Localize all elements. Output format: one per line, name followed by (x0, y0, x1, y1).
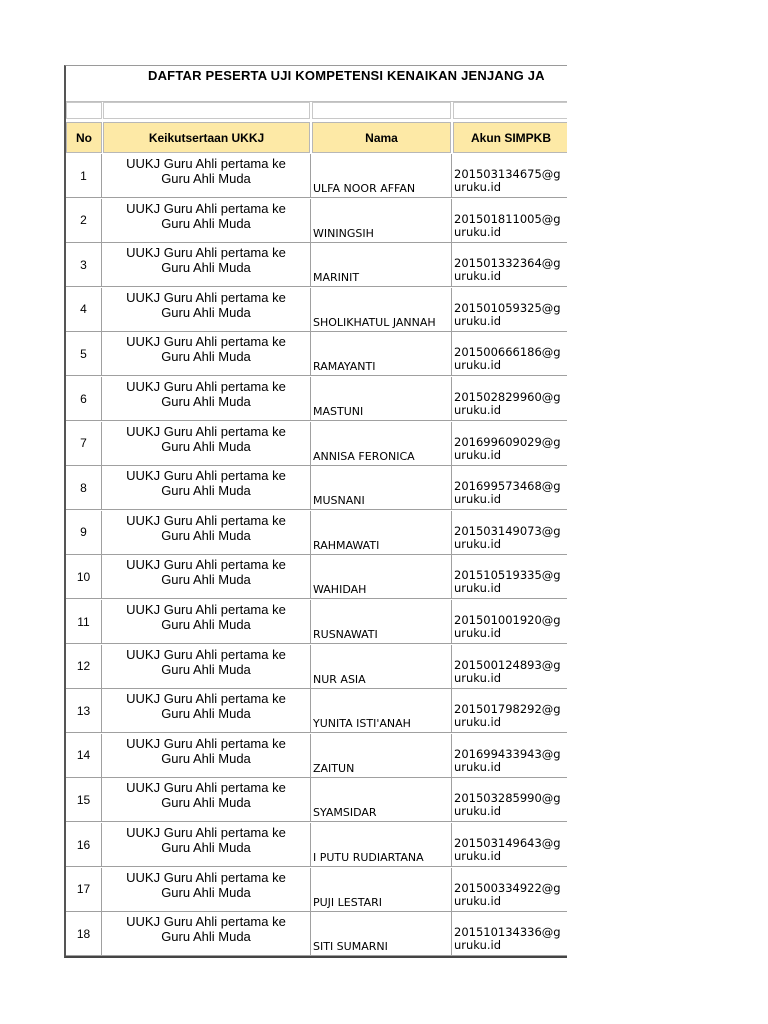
cell-akun (452, 600, 567, 643)
table-row (66, 511, 567, 555)
cell-keikutsertaan (102, 689, 311, 732)
nama-text: RAMAYANTI (313, 360, 376, 374)
table-row (66, 868, 567, 912)
cell-akun (452, 288, 567, 331)
cell-nama (311, 555, 452, 598)
table-row (66, 645, 567, 689)
akun-line-1: 201501059325@g (454, 300, 561, 315)
cell-keikutsertaan (102, 377, 311, 420)
nama-text: ANNISA FERONICA (313, 449, 415, 463)
cell-nama (311, 154, 452, 197)
header-no: No (66, 122, 102, 153)
nama-text: NUR ASIA (313, 672, 366, 686)
cell-nama (311, 868, 452, 911)
akun-line-2: uruku.id (454, 581, 502, 596)
blank-cell (103, 102, 310, 119)
keikutsertaan-line-2: Guru Ahli Muda (161, 304, 251, 320)
cell-keikutsertaan (102, 422, 311, 465)
keikutsertaan-line-1: UUKJ Guru Ahli pertama ke (126, 869, 286, 885)
nama-text: SHOLIKHATUL JANNAH (313, 315, 436, 329)
cell-akun (452, 466, 567, 509)
table-row (66, 332, 567, 376)
akun-line-2: uruku.id (454, 670, 502, 685)
blank-cell (312, 102, 451, 119)
cell-nama (311, 645, 452, 688)
cell-no: 14 (66, 734, 102, 777)
cell-akun (452, 422, 567, 465)
keikutsertaan-line-1: UUKJ Guru Ahli pertama ke (126, 200, 286, 216)
akun-line-2: uruku.id (454, 403, 502, 417)
cell-akun (452, 555, 567, 598)
cell-no: 11 (66, 600, 102, 643)
cell-keikutsertaan (102, 199, 311, 242)
cell-akun (452, 645, 567, 688)
cell-nama (311, 511, 452, 554)
table-row (66, 912, 567, 956)
akun-line-1: 201503149073@g (454, 523, 561, 538)
cell-keikutsertaan (102, 912, 311, 955)
cell-no: 2 (66, 199, 102, 242)
keikutsertaan-line-2: Guru Ahli Muda (161, 260, 251, 276)
cell-keikutsertaan (102, 154, 311, 197)
table-row (66, 154, 567, 198)
cell-nama (311, 288, 452, 331)
cell-no: 13 (66, 689, 102, 732)
cell-akun (452, 154, 567, 197)
keikutsertaan-line-1: UUKJ Guru Ahli pertama ke (126, 914, 286, 930)
cell-nama (311, 199, 452, 242)
cell-nama (311, 600, 452, 643)
header-akun: Akun SIMPKB (453, 122, 567, 153)
cell-keikutsertaan (102, 868, 311, 911)
cell-keikutsertaan (102, 555, 311, 598)
keikutsertaan-line-2: Guru Ahli Muda (161, 929, 251, 945)
cell-no: 18 (66, 912, 102, 955)
table-row (66, 600, 567, 644)
sheet-title: DAFTAR PESERTA UJI KOMPETENSI KENAIKAN JENJANG JA (148, 68, 545, 83)
table-row (66, 422, 567, 466)
nama-text: RUSNAWATI (313, 628, 378, 641)
keikutsertaan-line-1: UUKJ Guru Ahli pertama ke (126, 468, 286, 484)
cell-akun (452, 823, 567, 866)
akun-line-2: uruku.id (454, 536, 502, 551)
akun-line-1: 201501798292@g (454, 702, 561, 717)
cell-akun (452, 511, 567, 554)
akun-line-1: 201503134675@g (454, 167, 561, 181)
blank-cell (66, 102, 102, 119)
cell-nama (311, 466, 452, 509)
cell-keikutsertaan (102, 823, 311, 866)
keikutsertaan-line-1: UUKJ Guru Ahli pertama ke (126, 423, 286, 439)
akun-line-1: 201699609029@g (454, 434, 561, 449)
keikutsertaan-line-2: Guru Ahli Muda (161, 617, 251, 632)
cell-keikutsertaan (102, 734, 311, 777)
akun-line-2: uruku.id (454, 849, 502, 863)
nama-text: YUNITA ISTI'ANAH (313, 717, 411, 731)
cell-keikutsertaan (102, 645, 311, 688)
nama-text: MARINIT (313, 271, 360, 285)
keikutsertaan-line-2: Guru Ahli Muda (161, 483, 251, 499)
table-row (66, 734, 567, 778)
cell-akun (452, 868, 567, 911)
cell-akun (452, 199, 567, 242)
cell-nama (311, 377, 452, 420)
nama-text: SITI SUMARNI (313, 940, 388, 954)
cell-no: 15 (66, 778, 102, 821)
keikutsertaan-line-2: Guru Ahli Muda (161, 884, 251, 900)
cell-nama (311, 778, 452, 821)
cell-no: 8 (66, 466, 102, 509)
keikutsertaan-line-2: Guru Ahli Muda (161, 527, 251, 543)
akun-line-2: uruku.id (454, 626, 502, 640)
akun-line-2: uruku.id (454, 358, 502, 373)
akun-line-2: uruku.id (454, 269, 502, 284)
keikutsertaan-line-2: Guru Ahli Muda (161, 661, 251, 677)
akun-line-1: 201501811005@g (454, 211, 561, 226)
akun-line-2: uruku.id (454, 804, 502, 819)
keikutsertaan-line-1: UUKJ Guru Ahli pertama ke (126, 691, 286, 707)
table-row (66, 466, 567, 510)
keikutsertaan-line-1: UUKJ Guru Ahli pertama ke (126, 245, 286, 261)
cell-keikutsertaan (102, 511, 311, 554)
table-row (66, 288, 567, 332)
keikutsertaan-line-2: Guru Ahli Muda (161, 572, 251, 588)
akun-line-2: uruku.id (454, 313, 502, 328)
table-row (66, 778, 567, 822)
cell-keikutsertaan (102, 243, 311, 286)
cell-akun (452, 243, 567, 286)
keikutsertaan-line-2: Guru Ahli Muda (161, 706, 251, 722)
cell-no: 3 (66, 243, 102, 286)
table-row (66, 823, 567, 867)
cell-no: 17 (66, 868, 102, 911)
keikutsertaan-line-2: Guru Ahli Muda (161, 795, 251, 811)
keikutsertaan-line-2: Guru Ahli Muda (161, 750, 251, 766)
keikutsertaan-line-1: UUKJ Guru Ahli pertama ke (126, 512, 286, 528)
nama-text: PUJI LESTARI (313, 895, 383, 909)
cell-akun (452, 912, 567, 955)
akun-line-2: uruku.id (454, 180, 502, 194)
cell-akun (452, 332, 567, 375)
table-row (66, 689, 567, 733)
cell-nama (311, 332, 452, 375)
akun-line-1: 201699573468@g (454, 479, 561, 494)
participant-sheet (64, 65, 567, 958)
akun-line-1: 201502829960@g (454, 390, 561, 404)
cell-nama (311, 689, 452, 732)
keikutsertaan-line-2: Guru Ahli Muda (161, 394, 251, 409)
keikutsertaan-line-1: UUKJ Guru Ahli pertama ke (126, 379, 286, 394)
akun-line-2: uruku.id (454, 938, 502, 953)
cell-no: 7 (66, 422, 102, 465)
nama-text: I PUTU RUDIARTANA (313, 851, 424, 864)
keikutsertaan-line-1: UUKJ Guru Ahli pertama ke (126, 334, 286, 350)
cell-akun (452, 377, 567, 420)
akun-line-1: 201503285990@g (454, 791, 561, 806)
nama-text: MASTUNI (313, 405, 364, 418)
cell-nama (311, 823, 452, 866)
cell-akun (452, 778, 567, 821)
nama-text: SYAMSIDAR (313, 806, 377, 820)
keikutsertaan-line-2: Guru Ahli Muda (161, 171, 251, 186)
nama-text: ULFA NOOR AFFAN (313, 182, 416, 195)
keikutsertaan-line-1: UUKJ Guru Ahli pertama ke (126, 735, 286, 751)
cell-no: 16 (66, 823, 102, 866)
cell-keikutsertaan (102, 600, 311, 643)
nama-text: WAHIDAH (313, 583, 367, 597)
keikutsertaan-line-2: Guru Ahli Muda (161, 215, 251, 231)
cell-nama (311, 912, 452, 955)
keikutsertaan-line-1: UUKJ Guru Ahli pertama ke (126, 646, 286, 662)
header-nama: Nama (312, 122, 451, 153)
table-row (66, 243, 567, 287)
keikutsertaan-line-1: UUKJ Guru Ahli pertama ke (126, 780, 286, 796)
akun-line-2: uruku.id (454, 759, 502, 774)
table-row (66, 199, 567, 243)
table-row (66, 377, 567, 421)
cell-akun (452, 734, 567, 777)
cell-keikutsertaan (102, 332, 311, 375)
akun-line-1: 201500124893@g (454, 657, 561, 672)
keikutsertaan-line-2: Guru Ahli Muda (161, 438, 251, 454)
cell-no: 12 (66, 645, 102, 688)
keikutsertaan-line-2: Guru Ahli Muda (161, 840, 251, 855)
akun-line-1: 201501332364@g (454, 256, 561, 271)
blank-cell (453, 102, 567, 119)
table-row (66, 555, 567, 599)
header-keikutsertaan: Keikutsertaan UKKJ (103, 122, 310, 153)
akun-line-1: 201503149643@g (454, 836, 561, 850)
akun-line-1: 201500334922@g (454, 880, 561, 895)
nama-text: ZAITUN (313, 761, 355, 775)
cell-no: 4 (66, 288, 102, 331)
keikutsertaan-line-1: UUKJ Guru Ahli pertama ke (126, 557, 286, 573)
cell-keikutsertaan (102, 466, 311, 509)
cell-nama (311, 734, 452, 777)
nama-text: RAHMAWATI (313, 538, 380, 552)
cell-no: 10 (66, 555, 102, 598)
akun-line-1: 201501001920@g (454, 613, 561, 627)
nama-text: MUSNANI (313, 494, 365, 508)
nama-text: WININGSIH (313, 226, 374, 240)
keikutsertaan-line-1: UUKJ Guru Ahli pertama ke (126, 825, 286, 840)
keikutsertaan-line-1: UUKJ Guru Ahli pertama ke (126, 602, 286, 617)
akun-line-2: uruku.id (454, 224, 502, 239)
akun-line-2: uruku.id (454, 715, 502, 730)
akun-line-1: 201699433943@g (454, 746, 561, 761)
cell-akun (452, 689, 567, 732)
cell-keikutsertaan (102, 778, 311, 821)
keikutsertaan-line-1: UUKJ Guru Ahli pertama ke (126, 289, 286, 305)
keikutsertaan-line-1: UUKJ Guru Ahli pertama ke (126, 156, 286, 171)
cell-no: 6 (66, 377, 102, 420)
akun-line-2: uruku.id (454, 492, 502, 507)
cell-no: 9 (66, 511, 102, 554)
cell-nama (311, 243, 452, 286)
akun-line-1: 201500666186@g (454, 345, 561, 360)
cell-no: 1 (66, 154, 102, 197)
akun-line-2: uruku.id (454, 893, 502, 908)
akun-line-2: uruku.id (454, 447, 502, 462)
cell-no: 5 (66, 332, 102, 375)
keikutsertaan-line-2: Guru Ahli Muda (161, 349, 251, 365)
cell-keikutsertaan (102, 288, 311, 331)
akun-line-1: 201510134336@g (454, 925, 561, 940)
cell-nama (311, 422, 452, 465)
akun-line-1: 201510519335@g (454, 568, 561, 583)
